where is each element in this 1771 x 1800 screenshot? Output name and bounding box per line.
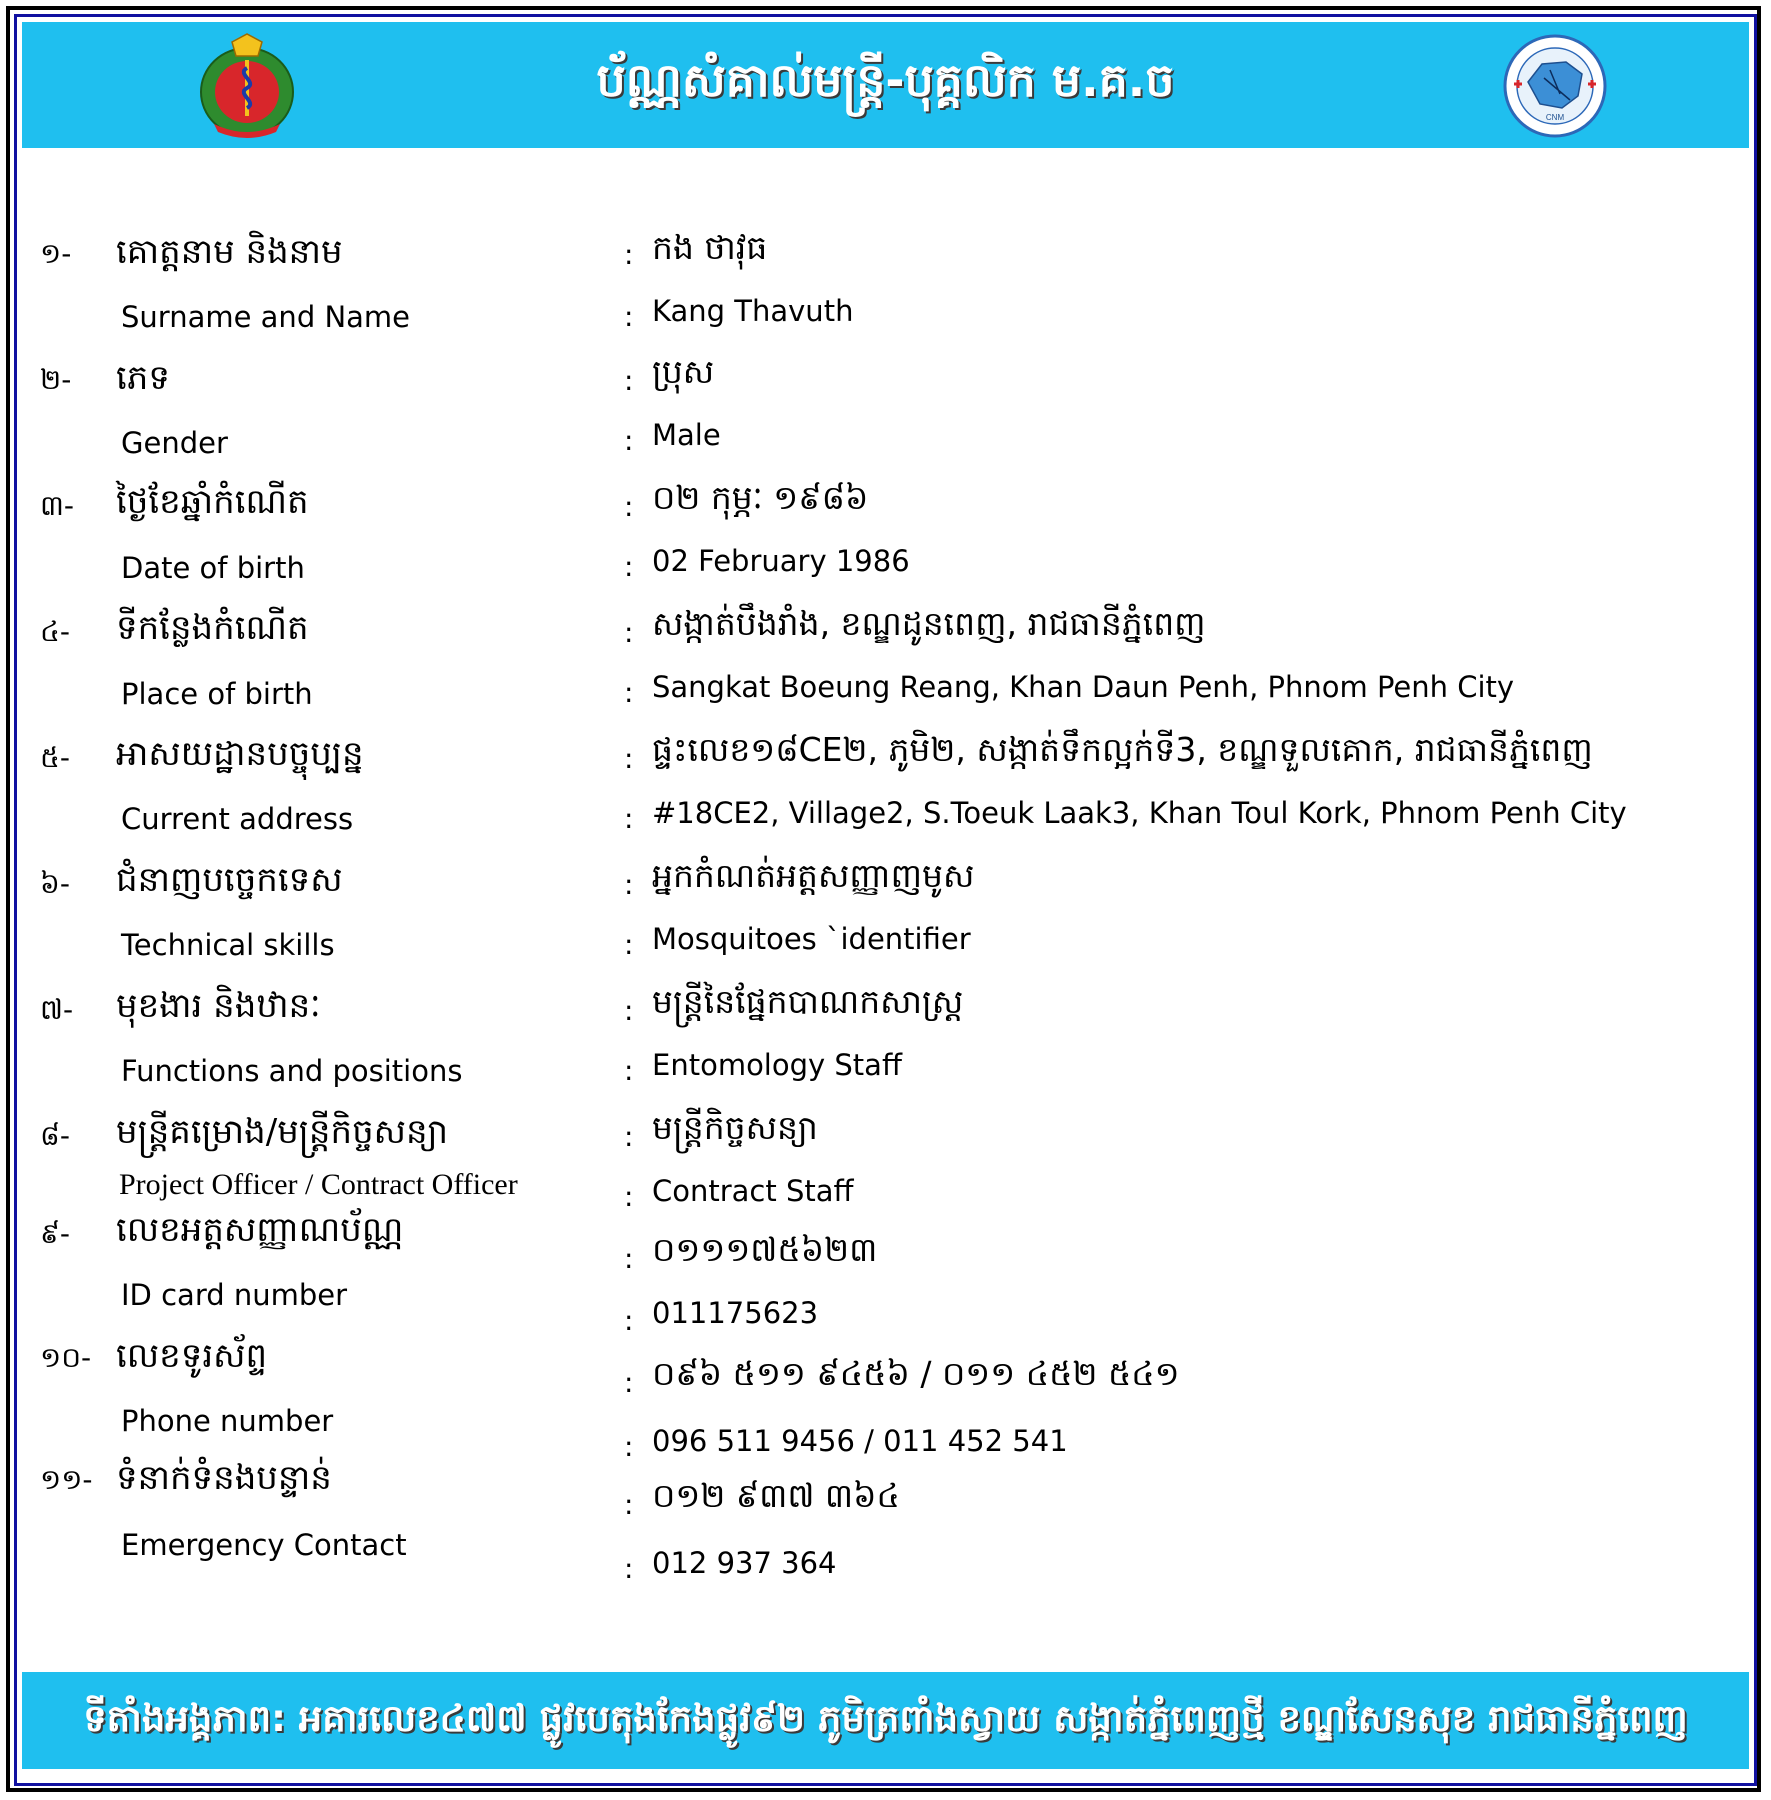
field-value-en: #18CE2, Village2, S.Toeuk Laak3, Khan Toul Kork, Phnom Penh City	[652, 796, 1627, 830]
field-label-km: មន្ត្រីគម្រោង/មន្ត្រីកិច្ចសន្យា	[116, 1112, 449, 1152]
field-label-km: ភេទ	[116, 358, 170, 398]
field-colon: :	[624, 364, 634, 397]
field-label-en: ID card number	[121, 1278, 348, 1312]
field-number: ១០-	[40, 1341, 92, 1374]
field-colon: :	[624, 676, 634, 709]
field-label-en: Date of birth	[121, 551, 305, 585]
field-value-km: ០១២ ៩៣៧ ៣៦៤	[652, 1476, 900, 1515]
card-header	[22, 22, 1749, 148]
field-value-en: Contract Staff	[652, 1174, 854, 1208]
field-number: ៤-	[40, 615, 70, 648]
field-label-km: ជំនាញបច្ចេកទេស	[116, 860, 343, 900]
field-label-km: ទីកន្លែងកំណើត	[116, 608, 309, 648]
field-label-en: Functions and positions	[121, 1054, 463, 1088]
field-label-km: លេខអត្តសញ្ញាណប័ណ្ណ	[116, 1210, 404, 1250]
field-number: ៧-	[40, 993, 74, 1026]
field-colon: :	[624, 616, 634, 649]
field-label-en: Project Officer / Contract Officer	[119, 1168, 518, 1201]
field-label-en: Emergency Contact	[121, 1528, 407, 1562]
field-value-en: Sangkat Boeung Reang, Khan Daun Penh, Phnom Penh City	[652, 670, 1515, 704]
field-value-en: 02 February 1986	[652, 544, 910, 578]
field-number: ៦-	[40, 867, 70, 900]
field-number: ៣-	[40, 489, 75, 522]
field-value-en: Male	[652, 418, 721, 452]
field-label-en: Surname and Name	[121, 300, 410, 334]
field-value-km: ០៩៦ ៥១១ ៩៤៥៦ / ០១១ ៤៥២ ៥៤១	[652, 1354, 1180, 1393]
field-value-km: ផ្ទះលេខ១៨CE២, ភូមិ២, សង្កាត់ទឹកល្អក់ទី3, ខណ្ឌទួលគោក, រាជធានីភ្នំពេញ	[652, 730, 1593, 769]
field-number: ១-	[40, 237, 72, 270]
field-label-en: Place of birth	[121, 677, 313, 711]
field-colon: :	[624, 1430, 634, 1463]
field-value-en: Kang Thavuth	[652, 294, 854, 328]
field-colon: :	[624, 1304, 634, 1337]
field-colon: :	[624, 490, 634, 523]
field-colon: :	[624, 300, 634, 333]
field-value-en: Mosquitoes `identifier	[652, 922, 971, 956]
field-colon: :	[624, 238, 634, 271]
field-label-km: អាសយដ្ឋានបច្ចុប្បន្ន	[116, 734, 364, 774]
field-label-km: គោត្តនាម និងនាម	[116, 232, 343, 272]
field-number: ៩-	[40, 1217, 70, 1250]
field-value-km: ០២ កុម្ភៈ ១៩៨៦	[652, 478, 869, 517]
office-address: ទីតាំងអង្គភាព: អគារលេខ៤៧៧ ផ្លូវបេតុងកែងផ្លូវ៩២ ភូមិត្រពាំងស្វាយ សង្កាត់ភ្នំពេញថ្មី ខណ្ឌសែនសុខ រាជធានីភ្នំពេញ	[83, 1697, 1688, 1740]
field-label-en: Gender	[121, 426, 228, 460]
field-value-km: កង ថាវុធ	[652, 228, 768, 267]
field-value-km: ០១១១៧៥៦២៣	[652, 1230, 878, 1269]
field-value-km: មន្ត្រីកិច្ចសន្យា	[652, 1108, 818, 1147]
field-label-en: Phone number	[121, 1404, 334, 1438]
field-label-en: Technical skills	[121, 928, 335, 962]
field-value-en: 012 937 364	[652, 1546, 837, 1580]
field-label-km: ទំនាក់ទំនងបន្ទាន់	[116, 1458, 332, 1498]
field-label-km: មុខងារ និងឋានៈ	[116, 986, 321, 1026]
field-number: ២-	[40, 363, 72, 396]
field-value-km: មន្ត្រីនៃផ្នែកបាណកសាស្ត្រ	[652, 982, 964, 1021]
field-label-km: លេខទូរស័ព្ទ	[116, 1336, 268, 1376]
field-colon: :	[624, 1180, 634, 1213]
field-number: ៨-	[40, 1119, 70, 1152]
field-label-en: Current address	[121, 802, 354, 836]
svg-text:CNM: CNM	[1545, 113, 1565, 122]
field-colon: :	[624, 1242, 634, 1275]
field-value-en: 096 511 9456 / 011 452 541	[652, 1424, 1068, 1458]
field-colon: :	[624, 1552, 634, 1585]
field-colon: :	[624, 424, 634, 457]
field-colon: :	[624, 802, 634, 835]
cnm-logo-icon	[1500, 34, 1610, 138]
field-value-en: Entomology Staff	[652, 1048, 902, 1082]
field-colon: :	[624, 1120, 634, 1153]
field-colon: :	[624, 550, 634, 583]
field-label-km: ថ្ងៃខែឆ្នាំកំណើត	[116, 482, 309, 522]
field-number: ៥-	[40, 741, 70, 774]
card-footer	[22, 1672, 1749, 1769]
field-value-km: ប្រុស	[652, 352, 715, 391]
field-colon: :	[624, 868, 634, 901]
field-value-km: សង្កាត់បឹងរាំង, ខណ្ឌដូនពេញ, រាជធានីភ្នំពេញ	[652, 604, 1206, 643]
card-title: ប័ណ្ណសំគាល់មន្ត្រី-បុគ្គលិក ម.គ.ច	[596, 53, 1175, 107]
field-colon: :	[624, 1366, 634, 1399]
field-colon: :	[624, 1054, 634, 1087]
field-colon: :	[624, 994, 634, 1027]
field-value-en: 011175623	[652, 1296, 819, 1330]
field-colon: :	[624, 1488, 634, 1521]
field-value-km: អ្នកកំណត់អត្តសញ្ញាញមូស	[652, 856, 975, 895]
field-colon: :	[624, 742, 634, 775]
field-number: ១១-	[40, 1463, 93, 1496]
field-colon: :	[624, 928, 634, 961]
